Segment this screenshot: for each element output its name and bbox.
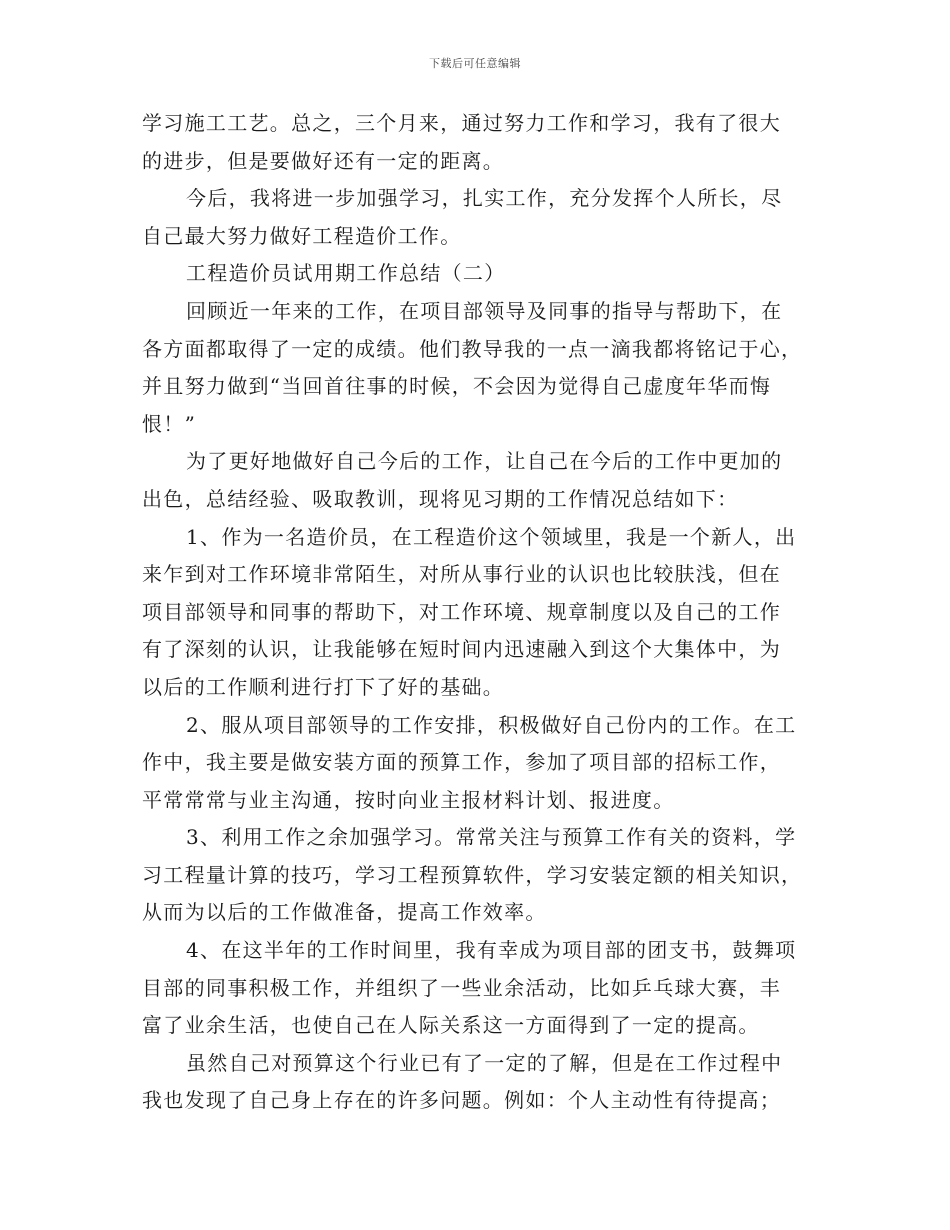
text-line: 回顾近一年来的工作，在项目部领导及同事的指导与帮助下，在 xyxy=(186,298,783,323)
text-line: 以后的工作顺利进行打下了好的基础。 xyxy=(142,674,505,699)
text-line: 为了更好地做好自己今后的工作，让自己在今后的工作中更加的 xyxy=(186,449,783,474)
document-body xyxy=(142,105,810,1120)
text-line: 虽然自己对预算这个行业已有了一定的了解，但是在工作过程中 xyxy=(186,1050,783,1075)
text-line: 恨！” xyxy=(142,411,197,436)
text-line: 学习施工工艺。总之，三个月来，通过努力工作和学习，我有了很大 xyxy=(142,111,781,135)
text-line: 出色，总结经验、吸取教训，现将见习期的工作情况总结如下： xyxy=(142,486,739,511)
text-line: 工程造价员试用期工作总结（二） xyxy=(186,261,506,286)
text-line: 的进步，但是要做好还有一定的距离。 xyxy=(142,148,505,173)
text-line: 3、利用工作之余加强学习。常常关注与预算工作有关的资料，学 xyxy=(186,825,797,850)
text-line: 富了业余生活，也使自己在人际关系这一方面得到了一定的提高。 xyxy=(142,1013,760,1038)
text-line: 项目部领导和同事的帮助下，对工作环境、规章制度以及自己的工作 xyxy=(142,599,781,624)
text-line: 有了深刻的认识，让我能够在短时间内迅速融入到这个大集体中，为 xyxy=(142,637,781,662)
text-line: 并且努力做到“当回首往事的时候，不会因为觉得自己虚度年华而悔 xyxy=(142,374,772,399)
text-line: 各方面都取得了一定的成绩。他们教导我的一点一滴我都将铭记于心， xyxy=(142,336,803,361)
text-line: 今后，我将进一步加强学习，扎实工作，充分发挥个人所长，尽 xyxy=(186,186,783,211)
text-line: 习工程量计算的技巧，学习工程预算软件，学习安装定额的相关知识， xyxy=(142,862,803,887)
text-line: 1、作为一名造价员，在工程造价这个领域里，我是一个新人，出 xyxy=(186,524,797,549)
page-header: 下载后可任意编辑 xyxy=(429,57,521,70)
text-line: 来乍到对工作环境非常陌生，对所从事行业的认识也比较肤浅，但在 xyxy=(142,562,781,587)
text-line: 自己最大努力做好工程造价工作。 xyxy=(142,223,462,248)
text-line: 平常常常与业主沟通，按时向业主报材料计划、报进度。 xyxy=(142,787,675,812)
text-line: 我也发现了自己身上存在的许多问题。例如：个人主动性有待提高； xyxy=(142,1088,781,1113)
text-line: 4、在这半年的工作时间里，我有幸成为项目部的团支书，鼓舞项 xyxy=(186,938,797,963)
text-line: 作中，我主要是做安装方面的预算工作，参加了项目部的招标工作， xyxy=(142,750,781,775)
text-line: 目部的同事积极工作，并组织了一些业余活动，比如乒乓球大赛，丰 xyxy=(142,975,781,1000)
text-line: 从而为以后的工作做准备，提高工作效率。 xyxy=(142,900,547,925)
text-line: 2、服从项目部领导的工作安排，积极做好自己份内的工作。在工 xyxy=(186,712,797,737)
